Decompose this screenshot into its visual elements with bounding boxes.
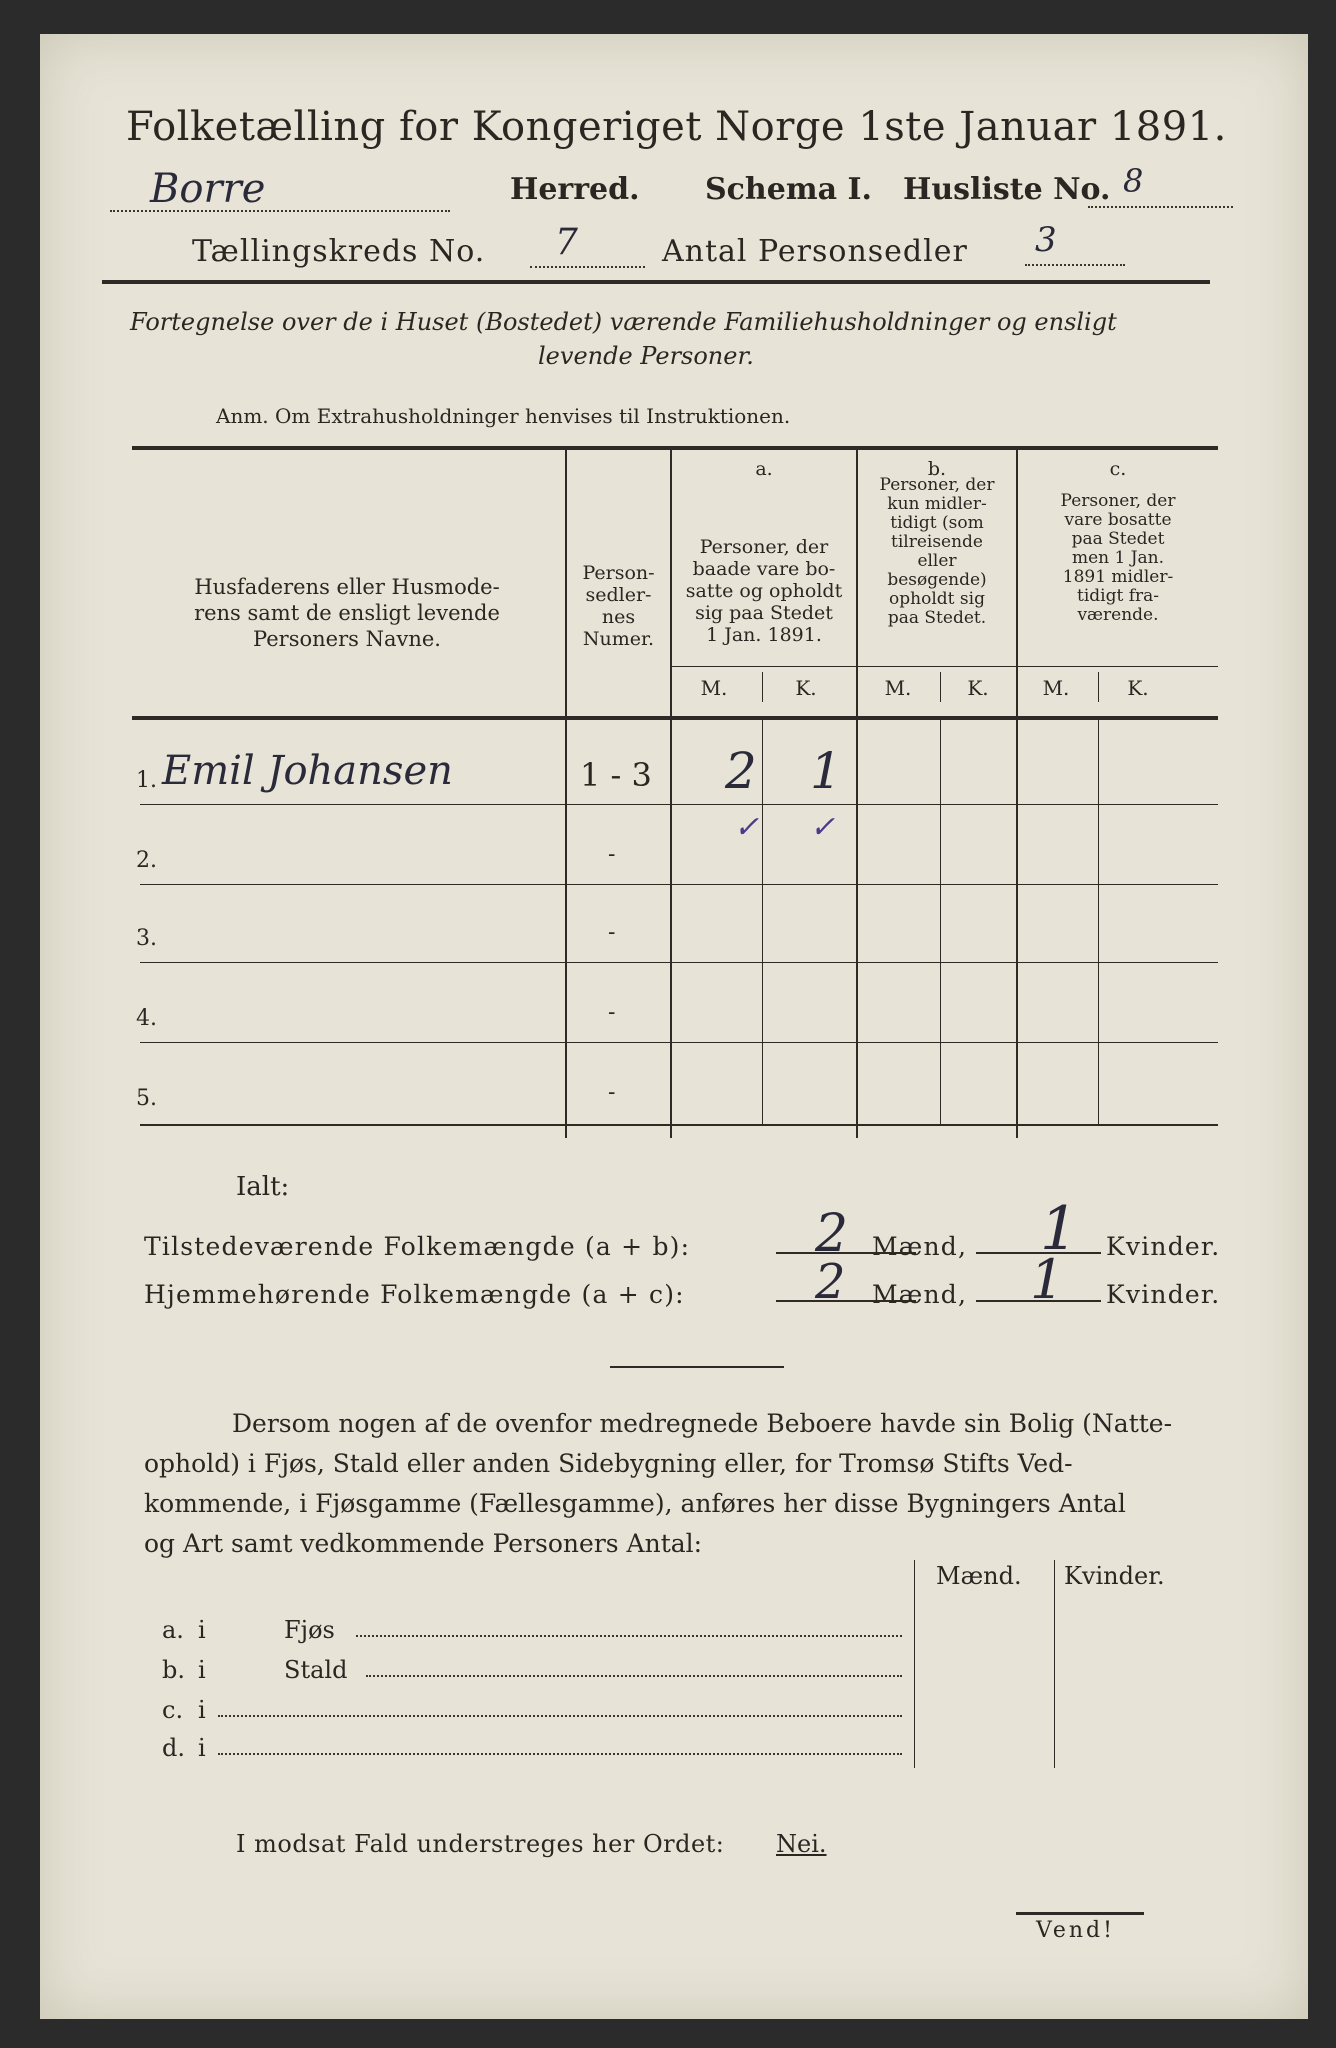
- col-header-name-line-1: Husfaderens eller Husmode-: [194, 575, 500, 599]
- row-number-4: 4.: [136, 1006, 157, 1031]
- para-line-1: Dersom nogen af de ovenfor medregnede Beboere havde sin Bolig (Natte-: [232, 1409, 1173, 1438]
- kreds-label: Tællingskreds No.: [192, 234, 486, 269]
- col-header-b-line-1: Personer, der: [879, 475, 995, 495]
- col-header-num-line-1: Person-: [582, 562, 655, 584]
- col-header-c-line-5: 1891 midler-: [1062, 567, 1174, 587]
- mk-rule: [672, 666, 1218, 667]
- para-line-3: kommende, i Fjøsgamme (Fællesgamme), anføres her disse Bygningers Antal: [144, 1489, 1126, 1518]
- col-header-b-line-8: paa Stedet.: [887, 608, 987, 628]
- tilstede-maend-label: Mænd,: [872, 1232, 968, 1261]
- row-4-sedler: -: [608, 1000, 616, 1025]
- item-b-text: Stald: [284, 1656, 348, 1684]
- bygning-divider-2: [1054, 1560, 1055, 1768]
- b-m-label: M.: [884, 676, 912, 700]
- antal-label: Antal Personsedler: [662, 234, 968, 269]
- col-header-c-line-6: tidigt fra-: [1076, 586, 1159, 606]
- item-c-dots: [218, 1714, 902, 1717]
- col-header-num-line-4: Numer.: [582, 628, 655, 650]
- bygning-maend-header: Mænd.: [936, 1562, 1022, 1590]
- row-5-sedler: -: [608, 1080, 616, 1105]
- col-header-b-line-3: tidigt (som: [890, 513, 984, 533]
- row-line-1: [140, 804, 1218, 805]
- vend-text: Vend!: [1036, 1918, 1115, 1943]
- row-3-sedler: -: [608, 920, 616, 945]
- intro-line-1: Fortegnelse over de i Huset (Bostedet) værende Familiehusholdninger og ensligt: [130, 308, 1117, 336]
- bygning-kvinder-header: Kvinder.: [1064, 1562, 1165, 1590]
- b-k-label: K.: [967, 676, 989, 700]
- row-1-a-m: 2: [725, 742, 757, 800]
- vend-rule: [1016, 1912, 1144, 1915]
- col-header-c-line-7: værende.: [1077, 605, 1159, 625]
- col-header-num-line-2: sedler-: [585, 584, 652, 606]
- antal-number: 3: [1025, 220, 1125, 266]
- col-header-c-letter: c.: [1109, 458, 1127, 480]
- row-number-5: 5.: [136, 1086, 157, 1111]
- col-header-b-line-2: kun midler-: [887, 494, 987, 514]
- row-line-3: [140, 962, 1218, 963]
- col-header-b-line-7: opholdt sig: [889, 589, 985, 609]
- item-b-letter: b.: [162, 1656, 185, 1684]
- a-m-label: M.: [700, 676, 728, 700]
- row-number-2: 2.: [136, 848, 157, 873]
- modsat-text: I modsat Fald understreges her Ordet:: [236, 1830, 725, 1858]
- col-header-a-line-1: Personer, der: [699, 536, 829, 558]
- bygning-divider-1: [914, 1560, 915, 1768]
- hjemme-kvinder-value: 1: [1030, 1248, 1065, 1311]
- table-top-rule: [132, 446, 1218, 450]
- item-b-i: i: [198, 1656, 206, 1684]
- table-header-rule: [132, 716, 1218, 720]
- col-header-num: [567, 562, 670, 650]
- mk-sep-c: [1098, 672, 1099, 702]
- kreds-number: 7: [530, 222, 645, 268]
- mk-sep-b: [940, 672, 941, 702]
- body-sep-a: [762, 720, 763, 1124]
- herred-label: Herred.: [510, 172, 640, 207]
- schema-label: Schema I.: [705, 172, 872, 207]
- hjemme-maend-label: Mænd,: [872, 1280, 968, 1309]
- body-sep-c: [1098, 720, 1099, 1124]
- form-title: Folketælling for Kongeriget Norge 1ste Januar 1891.: [126, 104, 1227, 150]
- col-divider-1: [565, 448, 567, 1138]
- item-a-text: Fjøs: [284, 1616, 335, 1644]
- col-header-name-line-3: Personers Navne.: [253, 627, 441, 651]
- c-m-label: M.: [1042, 676, 1070, 700]
- col-header-b-letter: b.: [927, 458, 947, 480]
- item-d-dots: [218, 1752, 902, 1755]
- item-a-letter: a.: [162, 1616, 184, 1644]
- row-line-5: [140, 1124, 1218, 1126]
- col-header-a-line-3: satte og opholdt: [685, 580, 843, 602]
- item-a-dots: [356, 1634, 902, 1637]
- col-header-c-line-4: men 1 Jan.: [1071, 548, 1165, 568]
- col-header-a-letter: a.: [755, 458, 773, 480]
- item-d-i: i: [198, 1734, 206, 1762]
- item-c-letter: c.: [162, 1696, 184, 1724]
- para-line-2: ophold) i Fjøs, Stald eller anden Sidebygning eller, for Tromsø Stifts Ved-: [144, 1449, 1073, 1478]
- item-c-i: i: [198, 1696, 206, 1724]
- para-line-4: og Art samt vedkommende Personers Antal:: [144, 1529, 703, 1558]
- col-header-a-line-5: 1 Jan. 1891.: [706, 624, 822, 646]
- hjemme-label: Hjemmehørende Folkemængde (a + c):: [144, 1280, 685, 1309]
- col-header-num-line-3: nes: [601, 606, 636, 628]
- col-header-c: [1018, 492, 1218, 625]
- col-header-name: [132, 574, 562, 652]
- c-k-label: K.: [1127, 676, 1149, 700]
- col-header-b-line-5: eller: [917, 551, 957, 571]
- col-header-b-line-4: tilreisende: [890, 532, 983, 552]
- row-line-4: [140, 1042, 1218, 1043]
- col-header-a: [672, 536, 856, 646]
- ialt-label: Ialt:: [236, 1172, 290, 1202]
- nei-word: Nei.: [776, 1830, 827, 1858]
- tilstede-maend-value: 2: [815, 1204, 849, 1264]
- col-header-name-line-2: rens samt de ensligt levende: [194, 601, 500, 625]
- col-header-c-line-2: vare bosatte: [1064, 510, 1172, 530]
- a-k-label: K.: [795, 676, 817, 700]
- item-a-i: i: [198, 1616, 206, 1644]
- col-header-a-line-4: sig paa Stedet: [695, 602, 833, 624]
- col-header-c-line-1: Personer, der: [1060, 491, 1176, 511]
- row-1-check-k: ✓: [810, 810, 836, 845]
- row-1-name: Emil Johansen: [162, 748, 453, 794]
- body-sep-b: [940, 720, 941, 1124]
- item-b-dots: [366, 1674, 902, 1677]
- tilstede-kvinder-value: 1: [1040, 1194, 1079, 1264]
- row-line-2: [140, 884, 1218, 885]
- hjemme-kvinder-label: Kvinder.: [1106, 1280, 1221, 1309]
- anm-note: Anm. Om Extrahusholdninger henvises til Instruktionen.: [216, 404, 791, 428]
- col-header-a-line-2: baade vare bo-: [692, 558, 836, 580]
- tilstede-kvinder-label: Kvinder.: [1106, 1232, 1221, 1261]
- row-1-sedler: 1 - 3: [580, 756, 652, 794]
- herred-name: Borre: [110, 166, 450, 212]
- husliste-label: Husliste No.: [903, 172, 1111, 207]
- separator-rule: [610, 1366, 784, 1368]
- tilstede-label: Tilstedeværende Folkemængde (a + b):: [144, 1232, 691, 1261]
- census-form-page: [40, 34, 1308, 2019]
- item-d-letter: d.: [162, 1734, 185, 1762]
- col-header-b: [858, 476, 1016, 628]
- row-2-sedler: -: [608, 842, 616, 867]
- mk-sep-a: [762, 672, 763, 702]
- intro-line-2: levende Personer.: [538, 342, 754, 370]
- row-number-3: 3.: [136, 926, 157, 951]
- col-header-c-line-3: paa Stedet: [1071, 529, 1165, 549]
- row-number-1: 1.: [136, 768, 157, 793]
- row-1-a-k: 1: [810, 742, 842, 800]
- col-header-b-line-6: besøgende): [887, 570, 987, 590]
- row-1-check-m: ✓: [734, 810, 760, 845]
- husliste-number: 8: [1088, 162, 1233, 208]
- hjemme-maend-value: 2: [815, 1254, 846, 1310]
- header-rule: [102, 280, 1210, 284]
